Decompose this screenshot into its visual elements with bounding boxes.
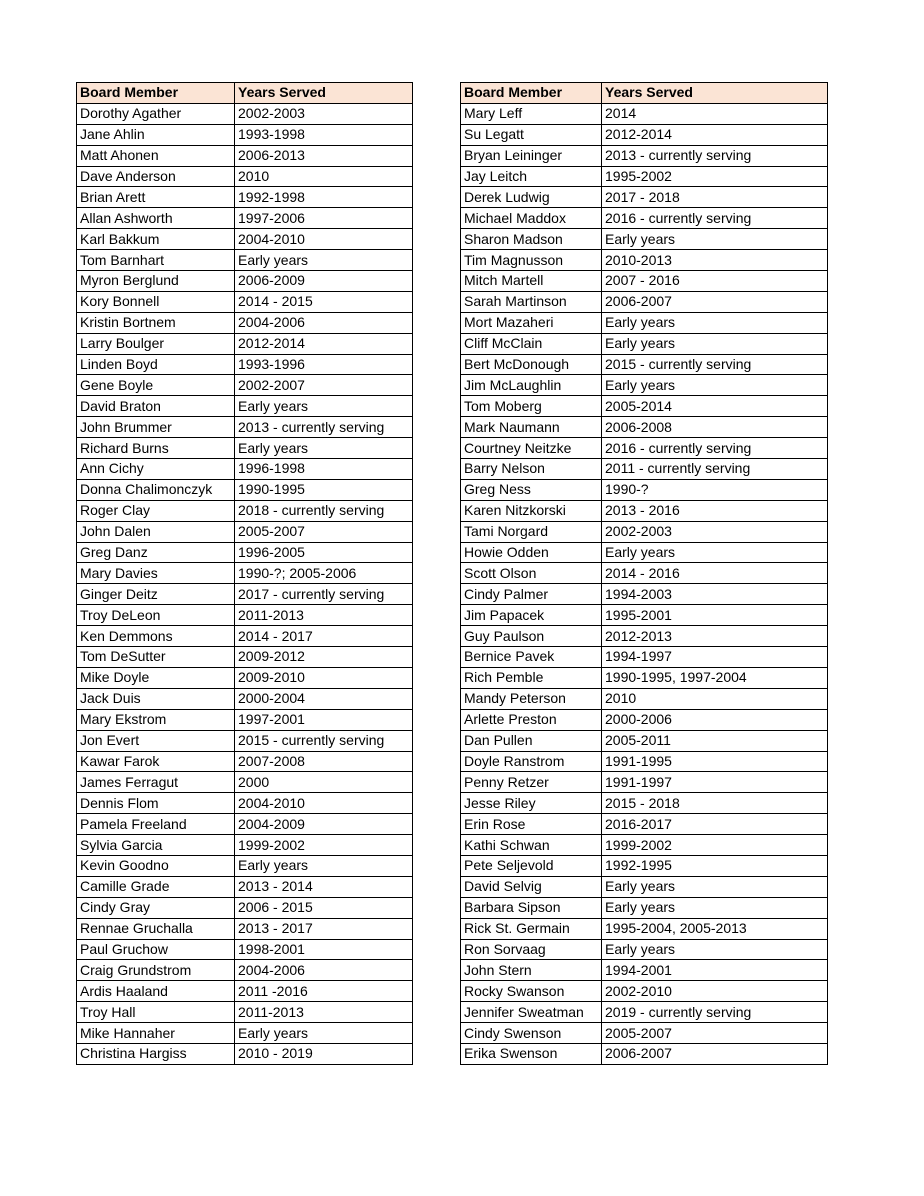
years-served-cell: 2014 - 2015 (235, 291, 413, 312)
years-served-cell: 2010 - 2019 (235, 1043, 413, 1064)
table-row (77, 229, 413, 250)
header-row (77, 83, 413, 104)
table-row (461, 229, 828, 250)
years-served-cell: 2007 - 2016 (602, 271, 828, 292)
table-body-left (77, 103, 413, 1064)
years-served-cell: 2013 - 2014 (235, 876, 413, 897)
years-served-cell: 2014 - 2016 (602, 563, 828, 584)
years-served-cell: 2002-2003 (235, 103, 413, 124)
member-name-cell: Sharon Madson (461, 229, 602, 250)
member-name-cell: Kawar Farok (77, 751, 235, 772)
member-name-cell: Mary Davies (77, 563, 235, 584)
member-name-cell: Ken Demmons (77, 626, 235, 647)
table-row (77, 584, 413, 605)
board-members-table-right (460, 82, 828, 1065)
years-served-cell: 1994-2003 (602, 584, 828, 605)
member-name-cell: Allan Ashworth (77, 208, 235, 229)
member-name-cell: Erika Swenson (461, 1043, 602, 1064)
member-name-cell: Dennis Flom (77, 793, 235, 814)
table-row (77, 730, 413, 751)
years-served-cell: 2006-2009 (235, 271, 413, 292)
table-row (77, 626, 413, 647)
years-served-cell: 2018 - currently serving (235, 500, 413, 521)
years-served-cell: Early years (602, 229, 828, 250)
member-name-cell: Linden Boyd (77, 354, 235, 375)
member-name-cell: Kory Bonnell (77, 291, 235, 312)
years-served-cell: 1998-2001 (235, 939, 413, 960)
years-served-cell: 2010-2013 (602, 250, 828, 271)
member-name-cell: Jim McLaughlin (461, 375, 602, 396)
table-row (77, 354, 413, 375)
years-served-cell: 2016-2017 (602, 814, 828, 835)
member-name-cell: Rocky Swanson (461, 981, 602, 1002)
member-name-cell: Pete Seljevold (461, 855, 602, 876)
table-row (461, 103, 828, 124)
years-served-cell: 1992-1995 (602, 855, 828, 876)
years-served-cell: 2006-2008 (602, 417, 828, 438)
table-row (461, 667, 828, 688)
table-row (77, 291, 413, 312)
table-row (461, 897, 828, 918)
table-row (461, 250, 828, 271)
table-row (461, 396, 828, 417)
table-row (461, 605, 828, 626)
years-served-cell: Early years (235, 855, 413, 876)
table-row (461, 939, 828, 960)
years-served-cell: 2007-2008 (235, 751, 413, 772)
table-row (461, 271, 828, 292)
years-served-cell: 2009-2012 (235, 647, 413, 668)
table-row (77, 417, 413, 438)
member-name-cell: Mark Naumann (461, 417, 602, 438)
member-name-cell: Cindy Gray (77, 897, 235, 918)
table-row (77, 647, 413, 668)
member-name-cell: Tom Barnhart (77, 250, 235, 271)
years-served-cell: Early years (602, 375, 828, 396)
table-row (77, 814, 413, 835)
years-served-cell: 2005-2014 (602, 396, 828, 417)
table-row (461, 835, 828, 856)
member-name-cell: Greg Ness (461, 479, 602, 500)
member-name-cell: Ardis Haaland (77, 981, 235, 1002)
table-row (77, 563, 413, 584)
table-row (461, 208, 828, 229)
years-served-cell: 1990-1995, 1997-2004 (602, 667, 828, 688)
table-row (77, 897, 413, 918)
years-served-cell: 2015 - currently serving (235, 730, 413, 751)
years-served-cell: 1990-1995 (235, 479, 413, 500)
member-name-cell: Michael Maddox (461, 208, 602, 229)
member-name-cell: John Dalen (77, 521, 235, 542)
member-name-cell: Ginger Deitz (77, 584, 235, 605)
years-served-cell: 1996-2005 (235, 542, 413, 563)
table-row (77, 855, 413, 876)
table-row (461, 166, 828, 187)
member-name-cell: Bert McDonough (461, 354, 602, 375)
table-row (461, 1002, 828, 1023)
table-row (77, 500, 413, 521)
table-row (77, 250, 413, 271)
years-served-cell: Early years (602, 897, 828, 918)
table-row (77, 187, 413, 208)
years-served-cell: 2006 - 2015 (235, 897, 413, 918)
years-served-cell: 1990-? (602, 479, 828, 500)
header-board-member: Board Member (461, 83, 602, 104)
years-served-cell: Early years (235, 250, 413, 271)
member-name-cell: Tom Moberg (461, 396, 602, 417)
table-row (77, 709, 413, 730)
table-row (461, 563, 828, 584)
years-served-cell: 2000-2004 (235, 688, 413, 709)
header-row (461, 83, 828, 104)
table-row (461, 876, 828, 897)
years-served-cell: 2013 - currently serving (235, 417, 413, 438)
years-served-cell: 2000 (235, 772, 413, 793)
header-years-served: Years Served (235, 83, 413, 104)
table-row (77, 751, 413, 772)
table-row (77, 542, 413, 563)
years-served-cell: Early years (602, 333, 828, 354)
table-row (461, 626, 828, 647)
years-served-cell: 1992-1998 (235, 187, 413, 208)
member-name-cell: James Ferragut (77, 772, 235, 793)
table-row (461, 960, 828, 981)
years-served-cell: 1991-1997 (602, 772, 828, 793)
member-name-cell: Richard Burns (77, 438, 235, 459)
member-name-cell: Jim Papacek (461, 605, 602, 626)
table-row (461, 542, 828, 563)
table-row (461, 1023, 828, 1044)
table-row (461, 291, 828, 312)
table-row (461, 855, 828, 876)
years-served-cell: 2011-2013 (235, 605, 413, 626)
member-name-cell: Paul Gruchow (77, 939, 235, 960)
table-row (461, 124, 828, 145)
member-name-cell: Penny Retzer (461, 772, 602, 793)
years-served-cell: Early years (602, 876, 828, 897)
member-name-cell: Mike Hannaher (77, 1023, 235, 1044)
member-name-cell: Cindy Palmer (461, 584, 602, 605)
years-served-cell: Early years (602, 542, 828, 563)
member-name-cell: Kevin Goodno (77, 855, 235, 876)
member-name-cell: Gene Boyle (77, 375, 235, 396)
years-served-cell: 2015 - currently serving (602, 354, 828, 375)
member-name-cell: Pamela Freeland (77, 814, 235, 835)
member-name-cell: Rennae Gruchalla (77, 918, 235, 939)
years-served-cell: 2014 - 2017 (235, 626, 413, 647)
table-row (461, 417, 828, 438)
member-name-cell: Dan Pullen (461, 730, 602, 751)
table-row (77, 124, 413, 145)
years-served-cell: 1995-2001 (602, 605, 828, 626)
years-served-cell: Early years (235, 1023, 413, 1044)
member-name-cell: Mary Ekstrom (77, 709, 235, 730)
years-served-cell: 1993-1996 (235, 354, 413, 375)
table-row (461, 354, 828, 375)
table-row (77, 396, 413, 417)
member-name-cell: Barry Nelson (461, 459, 602, 480)
years-served-cell: 1994-2001 (602, 960, 828, 981)
years-served-cell: 2017 - 2018 (602, 187, 828, 208)
member-name-cell: Jon Evert (77, 730, 235, 751)
member-name-cell: Brian Arett (77, 187, 235, 208)
years-served-cell: 2014 (602, 103, 828, 124)
table-row (461, 438, 828, 459)
table-row (77, 960, 413, 981)
member-name-cell: Roger Clay (77, 500, 235, 521)
member-name-cell: Karen Nitzkorski (461, 500, 602, 521)
years-served-cell: 2002-2003 (602, 521, 828, 542)
board-members-table-left (76, 82, 413, 1065)
member-name-cell: John Stern (461, 960, 602, 981)
table-row (461, 312, 828, 333)
member-name-cell: Jesse Riley (461, 793, 602, 814)
table-row (461, 375, 828, 396)
table-row (461, 584, 828, 605)
table-row (461, 647, 828, 668)
table-row (77, 145, 413, 166)
table-row (461, 730, 828, 751)
table-row (461, 709, 828, 730)
member-name-cell: Arlette Preston (461, 709, 602, 730)
years-served-cell: 2004-2009 (235, 814, 413, 835)
table-row (461, 793, 828, 814)
years-served-cell: 1997-2006 (235, 208, 413, 229)
years-served-cell: 2004-2006 (235, 960, 413, 981)
member-name-cell: Donna Chalimonczyk (77, 479, 235, 500)
member-name-cell: Cliff McClain (461, 333, 602, 354)
years-served-cell: 1997-2001 (235, 709, 413, 730)
member-name-cell: Christina Hargiss (77, 1043, 235, 1064)
table-row (77, 876, 413, 897)
years-served-cell: 1991-1995 (602, 751, 828, 772)
header-years-served: Years Served (602, 83, 828, 104)
member-name-cell: Rich Pemble (461, 667, 602, 688)
years-served-cell: 2011-2013 (235, 1002, 413, 1023)
table-row (77, 793, 413, 814)
member-name-cell: Erin Rose (461, 814, 602, 835)
member-name-cell: Derek Ludwig (461, 187, 602, 208)
years-served-cell: 2004-2010 (235, 229, 413, 250)
member-name-cell: Bernice Pavek (461, 647, 602, 668)
years-served-cell: 2006-2007 (602, 1043, 828, 1064)
table-row (77, 939, 413, 960)
years-served-cell: Early years (235, 396, 413, 417)
member-name-cell: Troy Hall (77, 1002, 235, 1023)
table-row (77, 271, 413, 292)
years-served-cell: 2011 -2016 (235, 981, 413, 1002)
member-name-cell: Barbara Sipson (461, 897, 602, 918)
years-served-cell: 2011 - currently serving (602, 459, 828, 480)
member-name-cell: Guy Paulson (461, 626, 602, 647)
table-row (461, 981, 828, 1002)
table-row (461, 187, 828, 208)
member-name-cell: Sylvia Garcia (77, 835, 235, 856)
member-name-cell: David Braton (77, 396, 235, 417)
member-name-cell: Kristin Bortnem (77, 312, 235, 333)
member-name-cell: Jane Ahlin (77, 124, 235, 145)
member-name-cell: Mary Leff (461, 103, 602, 124)
member-name-cell: Jack Duis (77, 688, 235, 709)
table-row (461, 751, 828, 772)
member-name-cell: Cindy Swenson (461, 1023, 602, 1044)
years-served-cell: 2013 - 2017 (235, 918, 413, 939)
member-name-cell: Tami Norgard (461, 521, 602, 542)
years-served-cell: 1999-2002 (602, 835, 828, 856)
years-served-cell: 2005-2007 (602, 1023, 828, 1044)
member-name-cell: Su Legatt (461, 124, 602, 145)
years-served-cell: 2002-2010 (602, 981, 828, 1002)
table-row (77, 521, 413, 542)
years-served-cell: 2015 - 2018 (602, 793, 828, 814)
years-served-cell: 2012-2014 (235, 333, 413, 354)
years-served-cell: 2012-2013 (602, 626, 828, 647)
table-row (77, 667, 413, 688)
member-name-cell: Kathi Schwan (461, 835, 602, 856)
years-served-cell: 1995-2004, 2005-2013 (602, 918, 828, 939)
member-name-cell: Courtney Neitzke (461, 438, 602, 459)
years-served-cell: 2019 - currently serving (602, 1002, 828, 1023)
years-served-cell: 2004-2010 (235, 793, 413, 814)
member-name-cell: Tom DeSutter (77, 647, 235, 668)
table-row (461, 145, 828, 166)
years-served-cell: 2012-2014 (602, 124, 828, 145)
member-name-cell: Mort Mazaheri (461, 312, 602, 333)
table-body-right (461, 103, 828, 1064)
member-name-cell: Jennifer Sweatman (461, 1002, 602, 1023)
table-row (461, 333, 828, 354)
table-row (461, 772, 828, 793)
table-row (461, 459, 828, 480)
years-served-cell: 2000-2006 (602, 709, 828, 730)
years-served-cell: 2006-2013 (235, 145, 413, 166)
member-name-cell: Dave Anderson (77, 166, 235, 187)
years-served-cell: 2010 (602, 688, 828, 709)
table-row (77, 438, 413, 459)
member-name-cell: Jay Leitch (461, 166, 602, 187)
table-row (77, 479, 413, 500)
member-name-cell: Bryan Leininger (461, 145, 602, 166)
years-served-cell: 1990-?; 2005-2006 (235, 563, 413, 584)
table-row (461, 479, 828, 500)
years-served-cell: 2010 (235, 166, 413, 187)
table-row (77, 375, 413, 396)
member-name-cell: Tim Magnusson (461, 250, 602, 271)
member-name-cell: Ann Cichy (77, 459, 235, 480)
table-row (77, 981, 413, 1002)
member-name-cell: Myron Berglund (77, 271, 235, 292)
member-name-cell: Larry Boulger (77, 333, 235, 354)
table-row (77, 103, 413, 124)
table-row (461, 521, 828, 542)
member-name-cell: Doyle Ranstrom (461, 751, 602, 772)
table-row (461, 1043, 828, 1064)
table-row (77, 166, 413, 187)
member-name-cell: Mandy Peterson (461, 688, 602, 709)
years-served-cell: 1994-1997 (602, 647, 828, 668)
table-row (77, 688, 413, 709)
member-name-cell: Craig Grundstrom (77, 960, 235, 981)
member-name-cell: Greg Danz (77, 542, 235, 563)
member-name-cell: Matt Ahonen (77, 145, 235, 166)
member-name-cell: Karl Bakkum (77, 229, 235, 250)
member-name-cell: Ron Sorvaag (461, 939, 602, 960)
table-row (77, 312, 413, 333)
table-row (77, 918, 413, 939)
table-row (77, 459, 413, 480)
member-name-cell: Howie Odden (461, 542, 602, 563)
years-served-cell: 2005-2007 (235, 521, 413, 542)
table-row (77, 1023, 413, 1044)
years-served-cell: Early years (602, 939, 828, 960)
years-served-cell: 2004-2006 (235, 312, 413, 333)
header-board-member: Board Member (77, 83, 235, 104)
member-name-cell: John Brummer (77, 417, 235, 438)
table-row (461, 814, 828, 835)
years-served-cell: 1993-1998 (235, 124, 413, 145)
years-served-cell: 2013 - 2016 (602, 500, 828, 521)
table-row (461, 688, 828, 709)
years-served-cell: 2002-2007 (235, 375, 413, 396)
years-served-cell: 2013 - currently serving (602, 145, 828, 166)
table-row (461, 918, 828, 939)
member-name-cell: Troy DeLeon (77, 605, 235, 626)
member-name-cell: Mike Doyle (77, 667, 235, 688)
table-row (77, 1043, 413, 1064)
years-served-cell: 1995-2002 (602, 166, 828, 187)
member-name-cell: Mitch Martell (461, 271, 602, 292)
years-served-cell: 2016 - currently serving (602, 438, 828, 459)
table-row (77, 333, 413, 354)
table-row (77, 835, 413, 856)
table-row (77, 605, 413, 626)
member-name-cell: Camille Grade (77, 876, 235, 897)
years-served-cell: 2016 - currently serving (602, 208, 828, 229)
table-row (77, 208, 413, 229)
years-served-cell: 1996-1998 (235, 459, 413, 480)
table-row (461, 500, 828, 521)
years-served-cell: Early years (602, 312, 828, 333)
years-served-cell: 2009-2010 (235, 667, 413, 688)
table-row (77, 1002, 413, 1023)
years-served-cell: 1999-2002 (235, 835, 413, 856)
years-served-cell: 2006-2007 (602, 291, 828, 312)
member-name-cell: David Selvig (461, 876, 602, 897)
member-name-cell: Dorothy Agather (77, 103, 235, 124)
years-served-cell: 2017 - currently serving (235, 584, 413, 605)
member-name-cell: Scott Olson (461, 563, 602, 584)
table-row (77, 772, 413, 793)
member-name-cell: Sarah Martinson (461, 291, 602, 312)
member-name-cell: Rick St. Germain (461, 918, 602, 939)
years-served-cell: 2005-2011 (602, 730, 828, 751)
years-served-cell: Early years (235, 438, 413, 459)
